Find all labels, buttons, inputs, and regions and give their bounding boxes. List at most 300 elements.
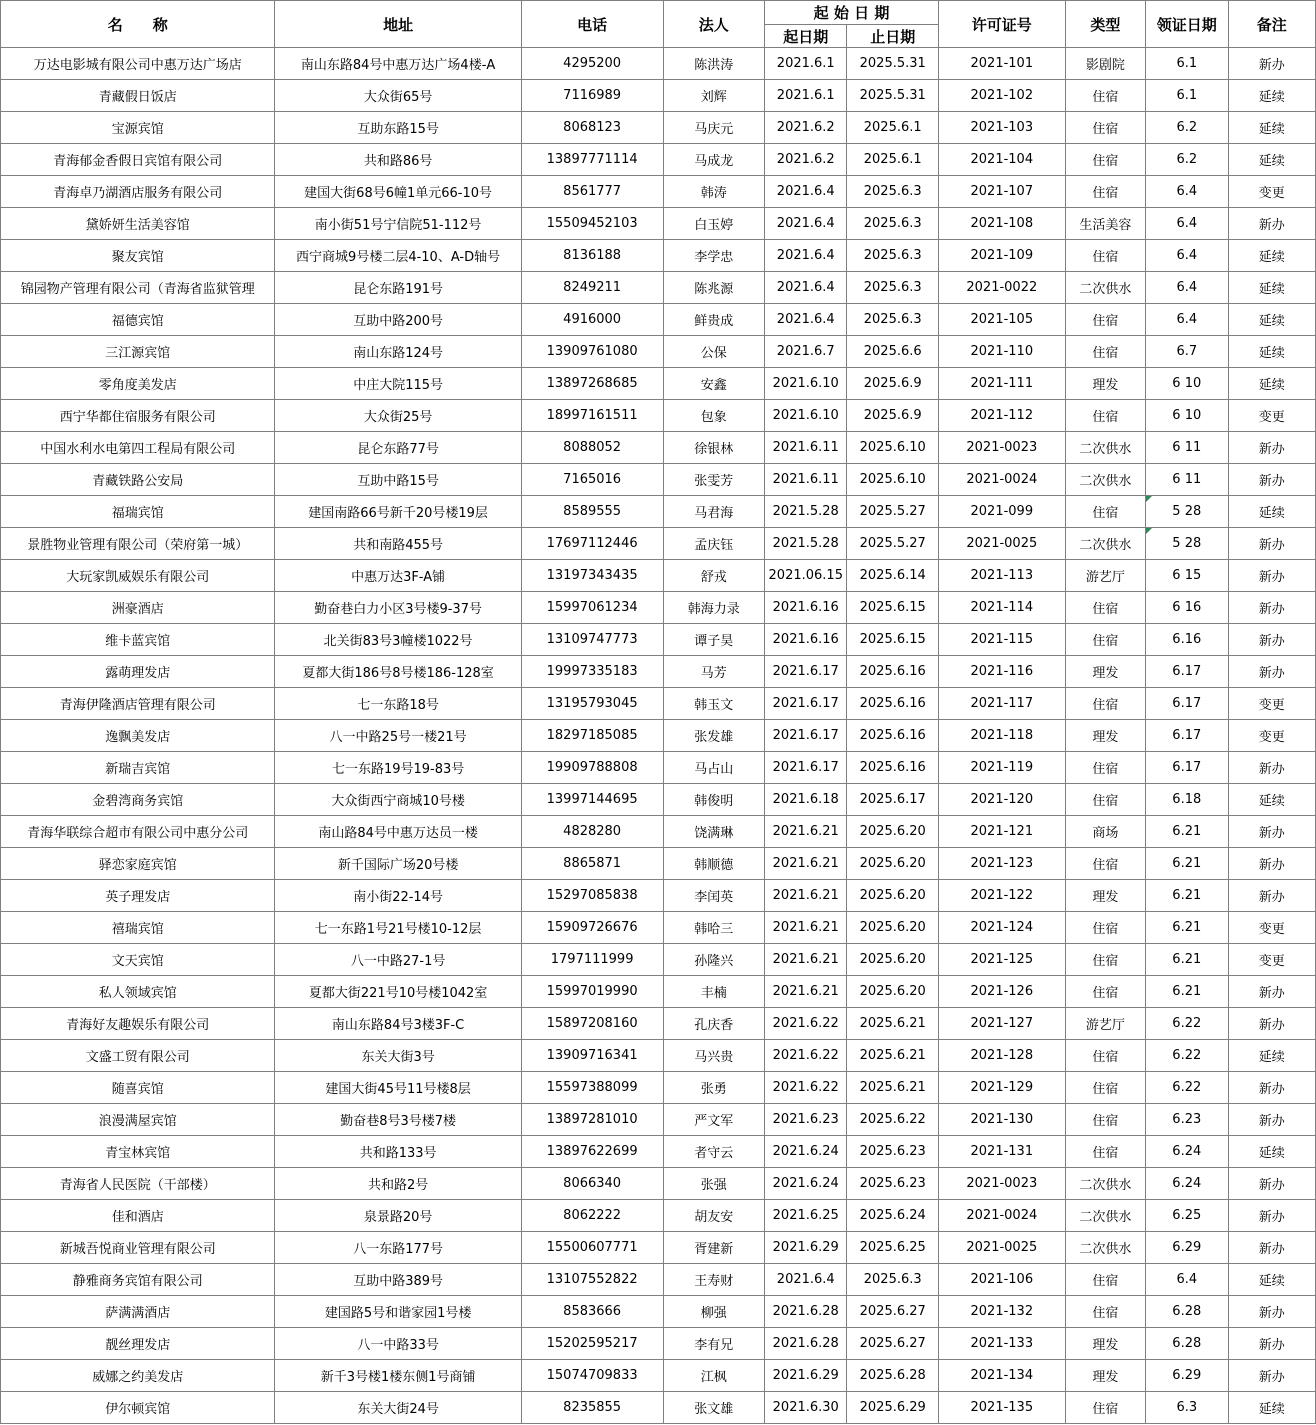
cell-address: 南山东路84号3楼3F-C xyxy=(275,1008,521,1040)
cell-address: 互助东路15号 xyxy=(275,112,521,144)
cell-end: 2025.6.25 xyxy=(847,1232,939,1264)
cell-permit: 2021-119 xyxy=(938,752,1065,784)
cell-address: 夏都大街186号8号楼186-128室 xyxy=(275,656,521,688)
cell-permit: 2021-122 xyxy=(938,880,1065,912)
cell-type: 住宿 xyxy=(1065,1104,1145,1136)
cell-receive: 6.21 xyxy=(1146,944,1228,976)
cell-note: 延续 xyxy=(1228,1392,1316,1424)
cell-phone: 18997161511 xyxy=(521,400,663,432)
cell-person: 张文雄 xyxy=(663,1392,765,1424)
header-phone: 电话 xyxy=(521,1,663,48)
table-row xyxy=(1,432,1316,464)
cell-address: 建国大街68号6幢1单元66-10号 xyxy=(275,176,521,208)
cell-address: 北关街83号3幢楼1022号 xyxy=(275,624,521,656)
cell-person: 徐银林 xyxy=(663,432,765,464)
cell-start: 2021.6.17 xyxy=(765,752,847,784)
cell-end: 2025.6.15 xyxy=(847,624,939,656)
cell-name: 逸飘美发店 xyxy=(1,720,275,752)
table-row xyxy=(1,240,1316,272)
cell-start: 2021.6.10 xyxy=(765,368,847,400)
cell-name: 福瑞宾馆 xyxy=(1,496,275,528)
cell-name: 伊尔顿宾馆 xyxy=(1,1392,275,1424)
cell-permit: 2021-113 xyxy=(938,560,1065,592)
table-row xyxy=(1,464,1316,496)
cell-person: 张强 xyxy=(663,1168,765,1200)
cell-receive: 6.21 xyxy=(1146,912,1228,944)
cell-person: 谭子昊 xyxy=(663,624,765,656)
cell-receive: 6.4 xyxy=(1146,240,1228,272)
cell-person: 张勇 xyxy=(663,1072,765,1104)
cell-type: 二次供水 xyxy=(1065,1200,1145,1232)
cell-note: 变更 xyxy=(1228,912,1316,944)
cell-permit: 2021-103 xyxy=(938,112,1065,144)
cell-phone: 8066340 xyxy=(521,1168,663,1200)
cell-name: 威娜之约美发店 xyxy=(1,1360,275,1392)
header-type: 类型 xyxy=(1065,1,1145,48)
cell-receive: 6 15 xyxy=(1146,560,1228,592)
table-row xyxy=(1,272,1316,304)
cell-name: 维卡蓝宾馆 xyxy=(1,624,275,656)
cell-note: 新办 xyxy=(1228,1104,1316,1136)
cell-start: 2021.6.28 xyxy=(765,1328,847,1360)
cell-person: 韩涛 xyxy=(663,176,765,208)
cell-receive: 5 28 xyxy=(1146,528,1228,560)
cell-address: 中庄大院115号 xyxy=(275,368,521,400)
cell-person: 李学忠 xyxy=(663,240,765,272)
cell-name: 靓丝理发店 xyxy=(1,1328,275,1360)
cell-note: 延续 xyxy=(1228,1040,1316,1072)
cell-end: 2025.6.20 xyxy=(847,816,939,848)
cell-type: 二次供水 xyxy=(1065,464,1145,496)
table-row xyxy=(1,368,1316,400)
cell-permit: 2021-104 xyxy=(938,144,1065,176)
cell-address: 勤奋巷白力小区3号楼9-37号 xyxy=(275,592,521,624)
cell-receive: 6 16 xyxy=(1146,592,1228,624)
table-row xyxy=(1,848,1316,880)
table-row xyxy=(1,1136,1316,1168)
cell-person: 孙隆兴 xyxy=(663,944,765,976)
cell-permit: 2021-0025 xyxy=(938,528,1065,560)
cell-type: 住宿 xyxy=(1065,144,1145,176)
cell-address: 八一中路25号一楼21号 xyxy=(275,720,521,752)
table-header xyxy=(1,1,1316,48)
table-row xyxy=(1,1392,1316,1424)
cell-permit: 2021-102 xyxy=(938,80,1065,112)
cell-name: 青海好友趣娱乐有限公司 xyxy=(1,1008,275,1040)
cell-end: 2025.6.20 xyxy=(847,880,939,912)
cell-permit: 2021-124 xyxy=(938,912,1065,944)
cell-permit: 2021-126 xyxy=(938,976,1065,1008)
table-row xyxy=(1,48,1316,80)
cell-type: 住宿 xyxy=(1065,976,1145,1008)
table-row xyxy=(1,1328,1316,1360)
cell-receive: 6.18 xyxy=(1146,784,1228,816)
cell-receive: 6.7 xyxy=(1146,336,1228,368)
cell-note: 变更 xyxy=(1228,720,1316,752)
cell-type: 住宿 xyxy=(1065,80,1145,112)
cell-end: 2025.5.27 xyxy=(847,496,939,528)
cell-name: 零角度美发店 xyxy=(1,368,275,400)
cell-name: 静雅商务宾馆有限公司 xyxy=(1,1264,275,1296)
cell-person: 韩玉文 xyxy=(663,688,765,720)
cell-address: 七一东路19号19-83号 xyxy=(275,752,521,784)
table-row xyxy=(1,1264,1316,1296)
table-row xyxy=(1,1168,1316,1200)
cell-start: 2021.6.17 xyxy=(765,720,847,752)
cell-permit: 2021-0024 xyxy=(938,464,1065,496)
cell-type: 住宿 xyxy=(1065,912,1145,944)
cell-address: 新千国际广场20号楼 xyxy=(275,848,521,880)
cell-type: 二次供水 xyxy=(1065,528,1145,560)
cell-name: 青海省人民医院（干部楼） xyxy=(1,1168,275,1200)
cell-phone: 15297085838 xyxy=(521,880,663,912)
cell-end: 2025.6.3 xyxy=(847,304,939,336)
cell-name: 青海华联综合超市有限公司中惠分公司 xyxy=(1,816,275,848)
cell-phone: 13897622699 xyxy=(521,1136,663,1168)
cell-receive: 6.24 xyxy=(1146,1136,1228,1168)
cell-name: 福德宾馆 xyxy=(1,304,275,336)
cell-name: 宝源宾馆 xyxy=(1,112,275,144)
cell-permit: 2021-0024 xyxy=(938,1200,1065,1232)
cell-end: 2025.6.23 xyxy=(847,1168,939,1200)
cell-name: 英子理发店 xyxy=(1,880,275,912)
cell-type: 住宿 xyxy=(1065,784,1145,816)
cell-note: 新办 xyxy=(1228,432,1316,464)
cell-note: 新办 xyxy=(1228,880,1316,912)
cell-name: 聚友宾馆 xyxy=(1,240,275,272)
cell-start: 2021.6.17 xyxy=(765,688,847,720)
cell-type: 二次供水 xyxy=(1065,272,1145,304)
cell-start: 2021.6.17 xyxy=(765,656,847,688)
cell-permit: 2021-112 xyxy=(938,400,1065,432)
cell-end: 2025.6.6 xyxy=(847,336,939,368)
table-row xyxy=(1,304,1316,336)
cell-receive: 6.2 xyxy=(1146,112,1228,144)
header-note: 备注 xyxy=(1228,1,1316,48)
table-row xyxy=(1,1200,1316,1232)
cell-permit: 2021-111 xyxy=(938,368,1065,400)
cell-phone: 15500607771 xyxy=(521,1232,663,1264)
cell-permit: 2021-121 xyxy=(938,816,1065,848)
cell-type: 游艺厅 xyxy=(1065,1008,1145,1040)
cell-note: 延续 xyxy=(1228,112,1316,144)
cell-type: 住宿 xyxy=(1065,944,1145,976)
cell-end: 2025.6.9 xyxy=(847,368,939,400)
cell-type: 生活美容 xyxy=(1065,208,1145,240)
cell-name: 驿恋家庭宾馆 xyxy=(1,848,275,880)
header-date-range: 起 始 日 期 xyxy=(765,1,939,25)
cell-receive: 6.17 xyxy=(1146,720,1228,752)
table-row xyxy=(1,400,1316,432)
cell-permit: 2021-127 xyxy=(938,1008,1065,1040)
cell-type: 商场 xyxy=(1065,816,1145,848)
cell-address: 西宁商城9号楼二层4-10、A-D轴号 xyxy=(275,240,521,272)
cell-phone: 13195793045 xyxy=(521,688,663,720)
cell-note: 变更 xyxy=(1228,688,1316,720)
cell-start: 2021.6.4 xyxy=(765,1264,847,1296)
table-row xyxy=(1,976,1316,1008)
cell-type: 住宿 xyxy=(1065,848,1145,880)
cell-person: 柳强 xyxy=(663,1296,765,1328)
cell-end: 2025.6.3 xyxy=(847,176,939,208)
cell-name: 青藏假日饭店 xyxy=(1,80,275,112)
cell-receive: 6.28 xyxy=(1146,1296,1228,1328)
cell-name: 露萌理发店 xyxy=(1,656,275,688)
cell-phone: 8068123 xyxy=(521,112,663,144)
cell-end: 2025.6.23 xyxy=(847,1136,939,1168)
cell-note: 新办 xyxy=(1228,976,1316,1008)
cell-note: 新办 xyxy=(1228,208,1316,240)
cell-person: 张发雄 xyxy=(663,720,765,752)
cell-permit: 2021-129 xyxy=(938,1072,1065,1104)
cell-name: 中国水利水电第四工程局有限公司 xyxy=(1,432,275,464)
table-row xyxy=(1,752,1316,784)
cell-phone: 13109747773 xyxy=(521,624,663,656)
cell-person: 王寿财 xyxy=(663,1264,765,1296)
cell-permit: 2021-125 xyxy=(938,944,1065,976)
cell-start: 2021.6.28 xyxy=(765,1296,847,1328)
cell-note: 延续 xyxy=(1228,336,1316,368)
cell-phone: 4916000 xyxy=(521,304,663,336)
cell-phone: 13997144695 xyxy=(521,784,663,816)
cell-type: 住宿 xyxy=(1065,752,1145,784)
cell-phone: 8136188 xyxy=(521,240,663,272)
cell-start: 2021.6.29 xyxy=(765,1360,847,1392)
table-row xyxy=(1,496,1316,528)
header-person: 法人 xyxy=(663,1,765,48)
cell-phone: 15074709833 xyxy=(521,1360,663,1392)
cell-address: 共和南路455号 xyxy=(275,528,521,560)
cell-note: 新办 xyxy=(1228,656,1316,688)
cell-name: 青海卓乃湖酒店服务有限公司 xyxy=(1,176,275,208)
cell-note: 新办 xyxy=(1228,1168,1316,1200)
cell-phone: 13197343435 xyxy=(521,560,663,592)
cell-phone: 7165016 xyxy=(521,464,663,496)
cell-name: 洲豪酒店 xyxy=(1,592,275,624)
cell-end: 2025.6.16 xyxy=(847,720,939,752)
cell-note: 新办 xyxy=(1228,1360,1316,1392)
cell-start: 2021.6.21 xyxy=(765,816,847,848)
cell-phone: 8249211 xyxy=(521,272,663,304)
header-end: 止日期 xyxy=(847,25,939,48)
cell-note: 变更 xyxy=(1228,944,1316,976)
cell-name: 三江源宾馆 xyxy=(1,336,275,368)
cell-receive: 6.24 xyxy=(1146,1168,1228,1200)
cell-receive: 6 11 xyxy=(1146,464,1228,496)
cell-address: 八一中路27-1号 xyxy=(275,944,521,976)
cell-permit: 2021-099 xyxy=(938,496,1065,528)
cell-type: 住宿 xyxy=(1065,240,1145,272)
cell-permit: 2021-123 xyxy=(938,848,1065,880)
cell-phone: 8561777 xyxy=(521,176,663,208)
cell-receive: 6.4 xyxy=(1146,208,1228,240)
table-row xyxy=(1,624,1316,656)
cell-note: 延续 xyxy=(1228,144,1316,176)
cell-address: 共和路86号 xyxy=(275,144,521,176)
cell-person: 马占山 xyxy=(663,752,765,784)
cell-address: 互助中路200号 xyxy=(275,304,521,336)
cell-address: 南小街51号宁信院51-112号 xyxy=(275,208,521,240)
table-row xyxy=(1,880,1316,912)
cell-name: 私人领域宾馆 xyxy=(1,976,275,1008)
cell-note: 延续 xyxy=(1228,304,1316,336)
cell-type: 二次供水 xyxy=(1065,1232,1145,1264)
cell-phone: 8235855 xyxy=(521,1392,663,1424)
cell-note: 延续 xyxy=(1228,1264,1316,1296)
cell-receive: 5 28 xyxy=(1146,496,1228,528)
cell-receive: 6.21 xyxy=(1146,880,1228,912)
cell-type: 理发 xyxy=(1065,880,1145,912)
cell-start: 2021.6.7 xyxy=(765,336,847,368)
table-row xyxy=(1,592,1316,624)
cell-address: 建国路5号和谐家园1号楼 xyxy=(275,1296,521,1328)
cell-end: 2025.6.16 xyxy=(847,688,939,720)
cell-start: 2021.6.21 xyxy=(765,912,847,944)
cell-start: 2021.6.4 xyxy=(765,208,847,240)
cell-note: 延续 xyxy=(1228,80,1316,112)
header-receive: 领证日期 xyxy=(1146,1,1228,48)
cell-note: 新办 xyxy=(1228,1072,1316,1104)
cell-start: 2021.6.4 xyxy=(765,304,847,336)
cell-address: 中惠万达3F-A铺 xyxy=(275,560,521,592)
cell-person: 胡友安 xyxy=(663,1200,765,1232)
cell-address: 共和路2号 xyxy=(275,1168,521,1200)
cell-name: 文天宾馆 xyxy=(1,944,275,976)
header-address: 地址 xyxy=(275,1,521,48)
cell-address: 互助中路15号 xyxy=(275,464,521,496)
cell-type: 住宿 xyxy=(1065,592,1145,624)
cell-person: 包象 xyxy=(663,400,765,432)
cell-person: 马君海 xyxy=(663,496,765,528)
cell-name: 黛娇妍生活美容馆 xyxy=(1,208,275,240)
cell-phone: 8062222 xyxy=(521,1200,663,1232)
table-row xyxy=(1,1104,1316,1136)
cell-phone: 8583666 xyxy=(521,1296,663,1328)
cell-permit: 2021-0025 xyxy=(938,1232,1065,1264)
cell-start: 2021.6.25 xyxy=(765,1200,847,1232)
cell-note: 延续 xyxy=(1228,240,1316,272)
cell-end: 2025.6.20 xyxy=(847,976,939,1008)
cell-address: 新千3号楼1楼东侧1号商铺 xyxy=(275,1360,521,1392)
cell-address: 建国南路66号新千20号楼19层 xyxy=(275,496,521,528)
cell-type: 住宿 xyxy=(1065,1072,1145,1104)
cell-phone: 15509452103 xyxy=(521,208,663,240)
cell-end: 2025.6.20 xyxy=(847,912,939,944)
table-row xyxy=(1,1040,1316,1072)
cell-receive: 6.4 xyxy=(1146,304,1228,336)
cell-receive: 6.22 xyxy=(1146,1072,1228,1104)
cell-type: 住宿 xyxy=(1065,304,1145,336)
cell-name: 青藏铁路公安局 xyxy=(1,464,275,496)
cell-type: 影剧院 xyxy=(1065,48,1145,80)
cell-permit: 2021-131 xyxy=(938,1136,1065,1168)
cell-phone: 18297185085 xyxy=(521,720,663,752)
cell-receive: 6.21 xyxy=(1146,976,1228,1008)
table-row xyxy=(1,720,1316,752)
cell-type: 住宿 xyxy=(1065,496,1145,528)
cell-note: 新办 xyxy=(1228,848,1316,880)
cell-end: 2025.6.15 xyxy=(847,592,939,624)
cell-person: 白玉婷 xyxy=(663,208,765,240)
cell-end: 2025.6.28 xyxy=(847,1360,939,1392)
table-row xyxy=(1,176,1316,208)
cell-phone: 13897268685 xyxy=(521,368,663,400)
table-row xyxy=(1,1296,1316,1328)
cell-phone: 17697112446 xyxy=(521,528,663,560)
cell-name: 金碧湾商务宾馆 xyxy=(1,784,275,816)
cell-end: 2025.6.20 xyxy=(847,944,939,976)
cell-receive: 6.4 xyxy=(1146,1264,1228,1296)
cell-name: 锦园物产管理有限公司（青海省监狱管理 xyxy=(1,272,275,304)
cell-type: 理发 xyxy=(1065,1360,1145,1392)
table-row xyxy=(1,1072,1316,1104)
table-row xyxy=(1,208,1316,240)
cell-name: 萨满满酒店 xyxy=(1,1296,275,1328)
cell-person: 马成龙 xyxy=(663,144,765,176)
cell-person: 刘辉 xyxy=(663,80,765,112)
cell-address: 泉景路20号 xyxy=(275,1200,521,1232)
cell-start: 2021.6.4 xyxy=(765,240,847,272)
cell-person: 胥建新 xyxy=(663,1232,765,1264)
cell-phone: 15997061234 xyxy=(521,592,663,624)
table-row xyxy=(1,1008,1316,1040)
table-row xyxy=(1,80,1316,112)
cell-person: 者守云 xyxy=(663,1136,765,1168)
cell-permit: 2021-120 xyxy=(938,784,1065,816)
cell-receive: 6.21 xyxy=(1146,816,1228,848)
cell-phone: 1797111999 xyxy=(521,944,663,976)
table-row xyxy=(1,816,1316,848)
cell-receive: 6.22 xyxy=(1146,1040,1228,1072)
cell-person: 丰楠 xyxy=(663,976,765,1008)
cell-end: 2025.6.1 xyxy=(847,112,939,144)
cell-person: 安鑫 xyxy=(663,368,765,400)
cell-person: 陈洪涛 xyxy=(663,48,765,80)
cell-type: 理发 xyxy=(1065,368,1145,400)
cell-note: 延续 xyxy=(1228,784,1316,816)
cell-phone: 15897208160 xyxy=(521,1008,663,1040)
cell-phone: 15597388099 xyxy=(521,1072,663,1104)
cell-start: 2021.6.11 xyxy=(765,464,847,496)
cell-address: 互助中路389号 xyxy=(275,1264,521,1296)
cell-start: 2021.6.29 xyxy=(765,1232,847,1264)
cell-address: 南小街22-14号 xyxy=(275,880,521,912)
cell-end: 2025.6.22 xyxy=(847,1104,939,1136)
cell-start: 2021.6.10 xyxy=(765,400,847,432)
cell-name: 青宝林宾馆 xyxy=(1,1136,275,1168)
cell-note: 新办 xyxy=(1228,1008,1316,1040)
cell-receive: 6.28 xyxy=(1146,1328,1228,1360)
cell-phone: 4828280 xyxy=(521,816,663,848)
cell-type: 住宿 xyxy=(1065,688,1145,720)
cell-address: 南山东路124号 xyxy=(275,336,521,368)
cell-type: 住宿 xyxy=(1065,1040,1145,1072)
cell-start: 2021.5.28 xyxy=(765,528,847,560)
cell-name: 大玩家凯威娱乐有限公司 xyxy=(1,560,275,592)
cell-address: 大众街25号 xyxy=(275,400,521,432)
cell-receive: 6.2 xyxy=(1146,144,1228,176)
cell-end: 2025.6.21 xyxy=(847,1040,939,1072)
header-permit: 许可证号 xyxy=(938,1,1065,48)
cell-person: 江枫 xyxy=(663,1360,765,1392)
cell-permit: 2021-135 xyxy=(938,1392,1065,1424)
cell-end: 2025.6.3 xyxy=(847,1264,939,1296)
cell-person: 李有兄 xyxy=(663,1328,765,1360)
cell-address: 大众街西宁商城10号楼 xyxy=(275,784,521,816)
cell-permit: 2021-117 xyxy=(938,688,1065,720)
cell-phone: 13897771114 xyxy=(521,144,663,176)
cell-permit: 2021-118 xyxy=(938,720,1065,752)
